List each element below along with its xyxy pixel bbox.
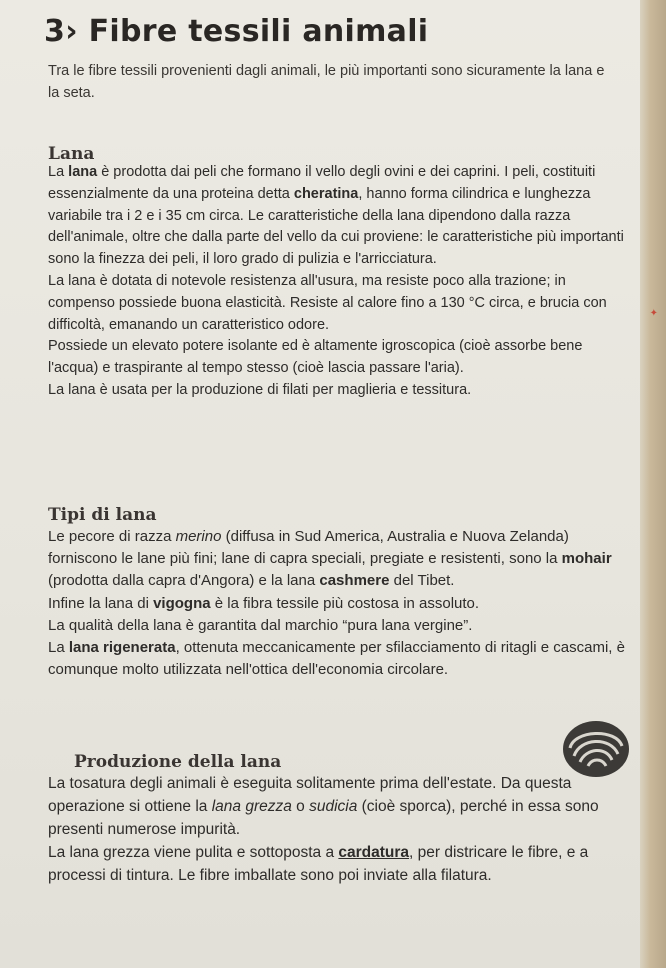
- lana-paragraph-4: La lana è usata per la produzione di filati per maglieria e tessitura.: [48, 381, 472, 398]
- wool-fleece-icon: [560, 718, 632, 780]
- page-title: [44, 14, 428, 49]
- tipi-paragraph-1: Le pecore di razza merino (diffusa in Sud America, Australia e Nuova Zelanda) forniscono le lane più fini; lane di capra speciali, pregiate e resistenti, sono la mohair (prodotta dalla capra d'Angora) e la lana cashmere del Tibet.: [48, 528, 612, 590]
- section-tipi: [48, 526, 630, 681]
- heading-produzione: Produzione della lana: [74, 752, 282, 772]
- title-text: Fibre tessili animali: [88, 14, 429, 49]
- heading-tipi: Tipi di lana: [48, 505, 157, 525]
- lana-paragraph-3: Possiede un elevato potere isolante ed è altamente igroscopica (cioè assorbe bene l'acqua) e traspirante al tempo stesso (cioè lascia passare l'aria).: [48, 338, 583, 377]
- lana-paragraph-2: La lana è dotata di notevole resistenza all'usura, ma resiste poco alla trazione; in compenso possiede buona elasticità. Resiste al calore fino a 130 °C circa, e brucia con difficoltà, emanando un caratteristico odore.: [48, 272, 607, 333]
- page-edge: [640, 0, 666, 968]
- section-produzione: [48, 772, 632, 887]
- lana-paragraph-1: La lana è prodotta dai peli che formano il vello degli ovini e dei caprini. I peli, costituiti essenzialmente da una proteina detta cheratina, hanno forma cilindrica e lunghezza variabile tra i 2 e i 35 cm circa. Le caratteristiche della lana dipendono dalla razza dell'animale, oltre che dalla parte del vello da cui proviene: le caratteristiche più importanti sono la finezza dei peli, il loro grado di pulizia e l'arricciatura.: [48, 164, 624, 268]
- produzione-paragraph-1: La tosatura degli animali è eseguita solitamente prima dell'estate. Da questa operazione si ottiene la lana grezza o sudicia (cioè sporca), perché in essa sono presenti numerose impurità.: [48, 775, 599, 838]
- edge-mark-icon: ✦: [649, 308, 658, 319]
- tipi-paragraph-4: La lana rigenerata, ottenuta meccanicamente per sfilacciamento di ritagli e cascami, è comunque molto utilizzata nell'ottica dell'economia circolare.: [48, 639, 625, 679]
- intro-text: Tra le fibre tessili provenienti dagli animali, le più importanti sono sicuramente la lana e la seta.: [48, 63, 605, 101]
- section-lana: [48, 162, 630, 402]
- section-number: 3: [44, 14, 66, 49]
- tipi-paragraph-2: Infine la lana di vigogna è la fibra tessile più costosa in assoluto.: [48, 594, 480, 612]
- title-arrow: ›: [65, 14, 89, 49]
- produzione-paragraph-2: La lana grezza viene pulita e sottoposta a cardatura, per districare le fibre, e a processi di tintura. Le fibre imballate sono poi inviate alla filatura.: [48, 844, 589, 884]
- heading-lana: Lana: [48, 144, 95, 164]
- tipi-paragraph-3: La qualità della lana è garantita dal marchio “pura lana vergine”.: [48, 616, 473, 634]
